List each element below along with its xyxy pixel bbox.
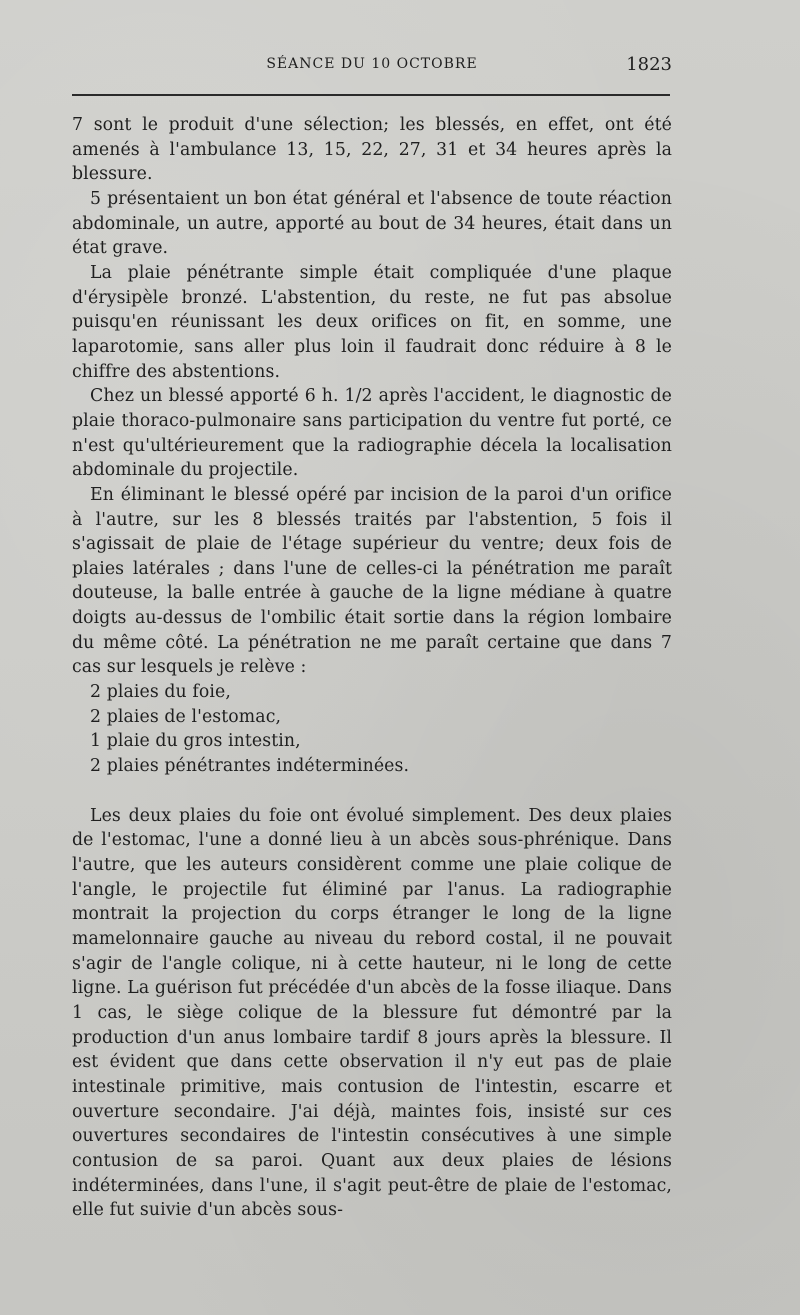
paragraph-4: Chez un blessé apporté 6 h. 1/2 après l'accident, le diagnostic de plaie thoraco-pulmonaire sans participation du ventre fut porté, ce n'est qu'ultérieurement que la radiographie décela la localisation abdominale du projectile. — [72, 386, 672, 481]
paragraph-5: En éliminant le blessé opéré par incision de la paroi d'un orifice à l'autre, sur les 8 blessés traités par l'abstention, 5 fois il s'agissait de plaie de l'étage supérieur du ventre; deux fois de plaies latérales ; dans l'une de celles-ci la pénétration me paraît douteuse, la balle entrée à gauche de la ligne médiane à quatre doigts au-dessus de l'ombilic était sortie dans la région lombaire du même côté. La pénétration ne me paraît certaine que dans 7 cas sur lesquels je relève : — [72, 484, 672, 678]
body-text — [72, 113, 672, 1223]
header-rule — [72, 94, 670, 96]
running-title: SÉANCE DU 10 OCTOBRE — [266, 56, 478, 72]
paragraph-2: 5 présentaient un bon état général et l'absence de toute réaction abdominale, un autre, apporté au bout de 34 heures, était dans un état grave. — [72, 188, 672, 259]
page-number: 1823 — [626, 54, 672, 75]
running-head — [72, 52, 672, 80]
list-item: 1 plaie du gros intestin, — [90, 731, 301, 752]
list-item: 2 plaies du foie, — [90, 682, 231, 703]
paragraph-1: 7 sont le produit d'une sélection; les blessés, en effet, ont été amenés à l'ambulance 13, 15, 22, 27, 31 et 34 heures après la blessure. — [72, 115, 672, 185]
section-gap — [72, 779, 672, 804]
list-item: 2 plaies pénétrantes indéterminées. — [90, 756, 410, 777]
paragraph-3: La plaie pénétrante simple était compliquée d'une plaque d'érysipèle bronzé. L'abstention, du reste, ne fut pas absolue puisqu'en réunissant les deux orifices on fit, en somme, une laparotomie, sans aller plus loin il faudrait donc réduire à 8 le chiffre des abstentions. — [72, 262, 672, 382]
case-list — [72, 680, 672, 779]
list-item: 2 plaies de l'estomac, — [90, 706, 282, 727]
paragraph-6: Les deux plaies du foie ont évolué simplement. Des deux plaies de l'estomac, l'une a donné lieu à un abcès sous-phrénique. Dans l'autre, que les auteurs considèrent comme une plaie colique de l'angle, le projectile fut éliminé par l'anus. La radiographie montrait la projection du corps étranger le long de la ligne mamelonnaire gauche au niveau du rebord costal, il ne pouvait s'agir de l'angle colique, ni à cette hauteur, ni le long de cette ligne. La guérison fut précédée d'un abcès de la fosse iliaque. Dans 1 cas, le siège colique de la blessure fut démontré par la production d'un anus lombaire tardif 8 jours après la blessure. Il est évident que dans cette observation il n'y eut pas de plaie intestinale primitive, mais contusion de l'intestin, escarre et ouverture secondaire. J'ai déjà, maintes fois, insisté sur ces ouvertures secondaires de l'intestin consécutives à une simple contusion de sa paroi. Quant aux deux plaies de lésions indéterminées, dans l'une, il s'agit peut-être de plaie de l'estomac, elle fut suivie d'un abcès sous- — [72, 805, 672, 1221]
